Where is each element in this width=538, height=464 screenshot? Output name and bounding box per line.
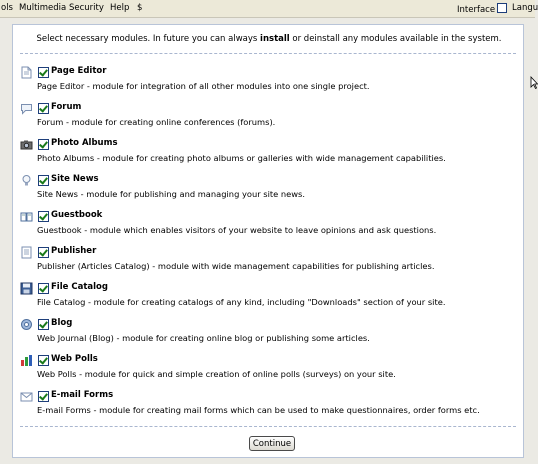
menu-security[interactable]: Security xyxy=(69,3,104,13)
interface-label: Interface xyxy=(457,5,496,15)
module-site-news xyxy=(20,174,516,199)
mouse-cursor-icon xyxy=(530,76,538,90)
menu-bar xyxy=(0,0,538,18)
modules-panel xyxy=(12,24,524,458)
module-guestbook xyxy=(20,210,516,235)
module-title[interactable]: Forum xyxy=(51,102,82,112)
gear-icon xyxy=(20,318,33,331)
menu-help[interactable]: Help xyxy=(110,3,130,13)
menu-dollar[interactable]: $ xyxy=(137,3,143,13)
module-title[interactable]: Photo Albums xyxy=(51,138,118,148)
module-description: Guestbook - module which enables visitors of your website to leave opinions and ask questions. xyxy=(37,225,437,235)
module-forum xyxy=(20,102,516,127)
module-checkbox-e-mail-forms[interactable] xyxy=(38,391,49,402)
module-description: Web Polls - module for quick and simple creation of online polls (surveys) on your site. xyxy=(37,369,396,379)
module-description: Photo Albums - module for creating photo albums or galleries with wide management capabilities. xyxy=(37,153,446,163)
module-checkbox-publisher[interactable] xyxy=(38,247,49,258)
page-icon xyxy=(20,66,33,79)
module-title[interactable]: File Catalog xyxy=(51,282,108,292)
module-title[interactable]: Web Polls xyxy=(51,354,98,364)
continue-button[interactable]: Continue xyxy=(249,436,295,451)
speech-bubble-icon xyxy=(20,102,33,115)
menu-language[interactable]: Langu xyxy=(512,3,538,13)
floppy-disk-icon xyxy=(20,282,33,295)
module-e-mail-forms xyxy=(20,390,516,415)
open-book-icon xyxy=(20,210,33,223)
module-web-polls xyxy=(20,354,516,379)
install-link[interactable]: install xyxy=(260,34,290,44)
module-page-editor xyxy=(20,66,516,91)
menu-tools[interactable]: ols xyxy=(1,3,13,13)
module-description: File Catalog - module for creating catalogs of any kind, including "Downloads" section of your site. xyxy=(37,297,446,307)
module-description: Page Editor - module for integration of all other modules into one single project. xyxy=(37,81,370,91)
module-blog xyxy=(20,318,516,343)
module-checkbox-site-news[interactable] xyxy=(38,175,49,186)
module-title[interactable]: Publisher xyxy=(51,246,97,256)
module-description: E-mail Forms - module for creating mail forms which can be used to make questionnaires, order forms etc. xyxy=(37,405,480,415)
intro-text: Select necessary modules. In future you can always install or deinstall any modules available in the system. xyxy=(36,34,502,44)
bottom-divider xyxy=(20,426,516,427)
module-description: Publisher (Articles Catalog) - module with wide management capabilities for publishing articles. xyxy=(37,261,435,271)
module-description: Site News - module for publishing and managing your site news. xyxy=(37,189,305,199)
module-file-catalog xyxy=(20,282,516,307)
module-checkbox-forum[interactable] xyxy=(38,103,49,114)
interface-checkbox[interactable] xyxy=(497,3,507,13)
top-divider xyxy=(20,53,516,54)
module-title[interactable]: Blog xyxy=(51,318,73,328)
module-photo-albums xyxy=(20,138,516,163)
interface-toggle[interactable] xyxy=(457,3,507,15)
module-checkbox-guestbook[interactable] xyxy=(38,211,49,222)
module-publisher xyxy=(20,246,516,271)
module-checkbox-file-catalog[interactable] xyxy=(38,283,49,294)
module-checkbox-blog[interactable] xyxy=(38,319,49,330)
module-title[interactable]: E-mail Forms xyxy=(51,390,114,400)
bar-chart-icon xyxy=(20,354,33,367)
envelope-icon xyxy=(20,390,33,403)
document-icon xyxy=(20,246,33,259)
module-title[interactable]: Guestbook xyxy=(51,210,103,220)
module-title[interactable]: Site News xyxy=(51,174,99,184)
module-checkbox-photo-albums[interactable] xyxy=(38,139,49,150)
lightbulb-icon xyxy=(20,174,33,187)
module-checkbox-page-editor[interactable] xyxy=(38,67,49,78)
module-description: Forum - module for creating online conferences (forums). xyxy=(37,117,276,127)
module-title[interactable]: Page Editor xyxy=(51,66,107,76)
camera-icon xyxy=(20,138,33,151)
module-checkbox-web-polls[interactable] xyxy=(38,355,49,366)
menu-multimedia[interactable]: Multimedia xyxy=(19,3,67,13)
module-description: Web Journal (Blog) - module for creating online blog or publishing some articles. xyxy=(37,333,370,343)
